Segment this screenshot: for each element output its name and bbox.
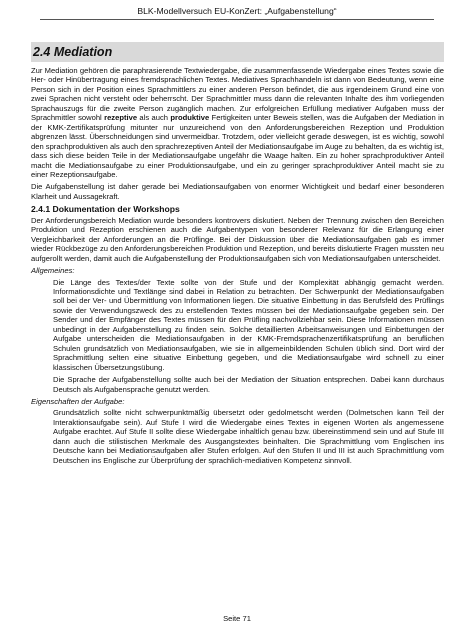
subsection-heading: 2.4.1 Dokumentation der Workshops xyxy=(31,204,180,215)
label-properties: Eigenschaften der Aufgabe: xyxy=(31,397,125,406)
label-general: Allgemeines: xyxy=(31,266,75,276)
intro-paragraph: Zur Mediation gehören die paraphrasierende Textwiedergabe, die zusammenfassende Wiedergabe eines Textes sowie die Her- oder Hinübertragung eines fremdsprachlichen Textes. Mediatives Sprachhandeln ist dann von Bedeutung, wenn eine Person sich in der Position eines Sprachmittlers zu einer anderen Person befindet, die aus irgendeinem Grund eine von zwei Sprachen nicht versteht oder beherrscht. Der Sprachmittler muss dann die relevanten Inhalte des ihm vorliegenden Sprachauszugs für die zweite Person zugänglich machen. Zur erfolgreichen Erfüllung mediativer Aufgaben muss der Sprachmittler sowohl rezeptive als auch produktive Fertigkeiten unter Beweis stellen, was die Aufgaben der Mediation in der KMK-Zertifikatsprüfung mitunter nur unzureichend von den Anforderungsbereichen Rezeption und Produktion abgrenzen lässt. Überschneidungen sind unvermeidbar. Trotzdem, oder vielleicht gerade deswegen, ist es wichtig, sowohl den sprachproduktiven als auch den sprachrezeptiven Anteil der Mediationsaufgabe im Auge zu behalten, da es wichtig ist, dass sich diese beiden Teile in der Mediationsaufgabe ungefähr die Waage halten. Ein zu hoher sprachproduktiver Anteil macht die Mediationsaufgabe zu einer Produktionsaufgabe, und ein zu geringer sprachproduktiver Anteil macht sie zu einer Rezeptionsaufgabe. xyxy=(31,66,444,179)
bold-rezeptive: rezeptive xyxy=(104,113,138,123)
intro-paragraph-2: Die Aufgabenstellung ist daher gerade bei Mediationsaufgaben von enormer Wichtigkeit und bedarf einer besonderen Klarheit und Aussagekraft. xyxy=(31,182,444,201)
general-paragraph-2: Die Sprache der Aufgabenstellung sollte auch bei der Mediation der Situation entsprechen. Dabei kann durchaus Deutsch als Aufgabensprache genutzt werden. xyxy=(53,375,444,394)
properties-paragraph: Grundsätzlich sollte nicht schwerpunktmäßig übersetzt oder gedolmetscht werden (Dolmetschen kann Teil der Interaktionsaufgabe sein). Auf Stufe I wird die Wiedergabe eines Textes in eigenen Worten als angemessene Aufgabe erachtet. Auf Stufe II sollte diese Wiedergabe inhaltlich genau bzw. übereinstimmend sein und auf Stufe III dann auch die stilistischen Merkmale des Ausgangstextes beinhalten. Die Sprachmittlung vom Englischen ins Deutsche kann bei Mediationsaufgaben aller Stufen erfolgen. Auf den Stufen II und III ist auch Sprachmittlung vom Deutschen ins Englische zur Überprüfung der sprachlich-mediativen Kompetenz sinnvoll. xyxy=(53,408,444,465)
page-number: Seite 71 xyxy=(223,614,251,623)
section-number: 2.4 xyxy=(33,45,51,59)
page-content xyxy=(31,42,444,468)
section-heading xyxy=(31,42,444,62)
workshops-paragraph: Der Anforderungsbereich Mediation wurde besonders kontrovers diskutiert. Neben der Trennung zwischen den Bereichen Produktion und Rezeption erschienen auch die Aufgabentypen von besonderer Relevanz für die Erlangung einer Vergleichbarkeit der Anforderungen an die Prüflinge. Bei der Diskussion über die Mediationsaufgaben gab es immer wieder Rückbezüge zu den Anforderungsbereichen Produktion und Rezeption, und bereits diskutierte Fragen mussten neu aufgerollt werden, damit auch die Aufgabenstellung der Produktionsaufgaben sich von Mediationsaufgaben unterscheidet. xyxy=(31,215,444,263)
general-paragraph-1: Die Länge des Textes/der Texte sollte von der Stufe und der Komplexität abhängig gemacht werden. Informationsdichte und Textlänge sind dabei in Relation zu betrachten. Der Schwerpunkt der Mediationsaufgaben soll bei der Ver- und Übermittlung von Informationen liegen. Die situative Einbettung in das Berufsfeld des Prüflings sowie der Verwendungszweck des zu erstellenden Textes müssen bei der Mediationsaufgabe gegeben sein. Der Sender und der Empfänger des Textes müssen für den Prüfling nachvollziehbar sein. Diese Informationen müssen unbedingt in der Aufgabenstellung zu finden sein. Solche detaillierten Arbeitsanweisungen und Einbettungen der Aufgabe unterscheiden die Mediationsaufgaben in der KMK-Fremdsprachenzertifikatsprüfung an beruflichen Schulen grundsätzlich von Mediationsaufgaben, wie sie in allgemeinbildenden Schulen üblich sind. Dort wird der Sprachmittlung selten eine situative Einbettung gegeben, und die Mediationsaufgabe wird schnell zu einer klassischen Übersetzungsübung. xyxy=(53,277,444,372)
page-header: BLK-Modellversuch EU-KonZert: „Aufgabenstellung“ xyxy=(40,6,434,20)
section-title: Mediation xyxy=(53,45,113,59)
bold-produktive: produktive xyxy=(170,113,210,123)
